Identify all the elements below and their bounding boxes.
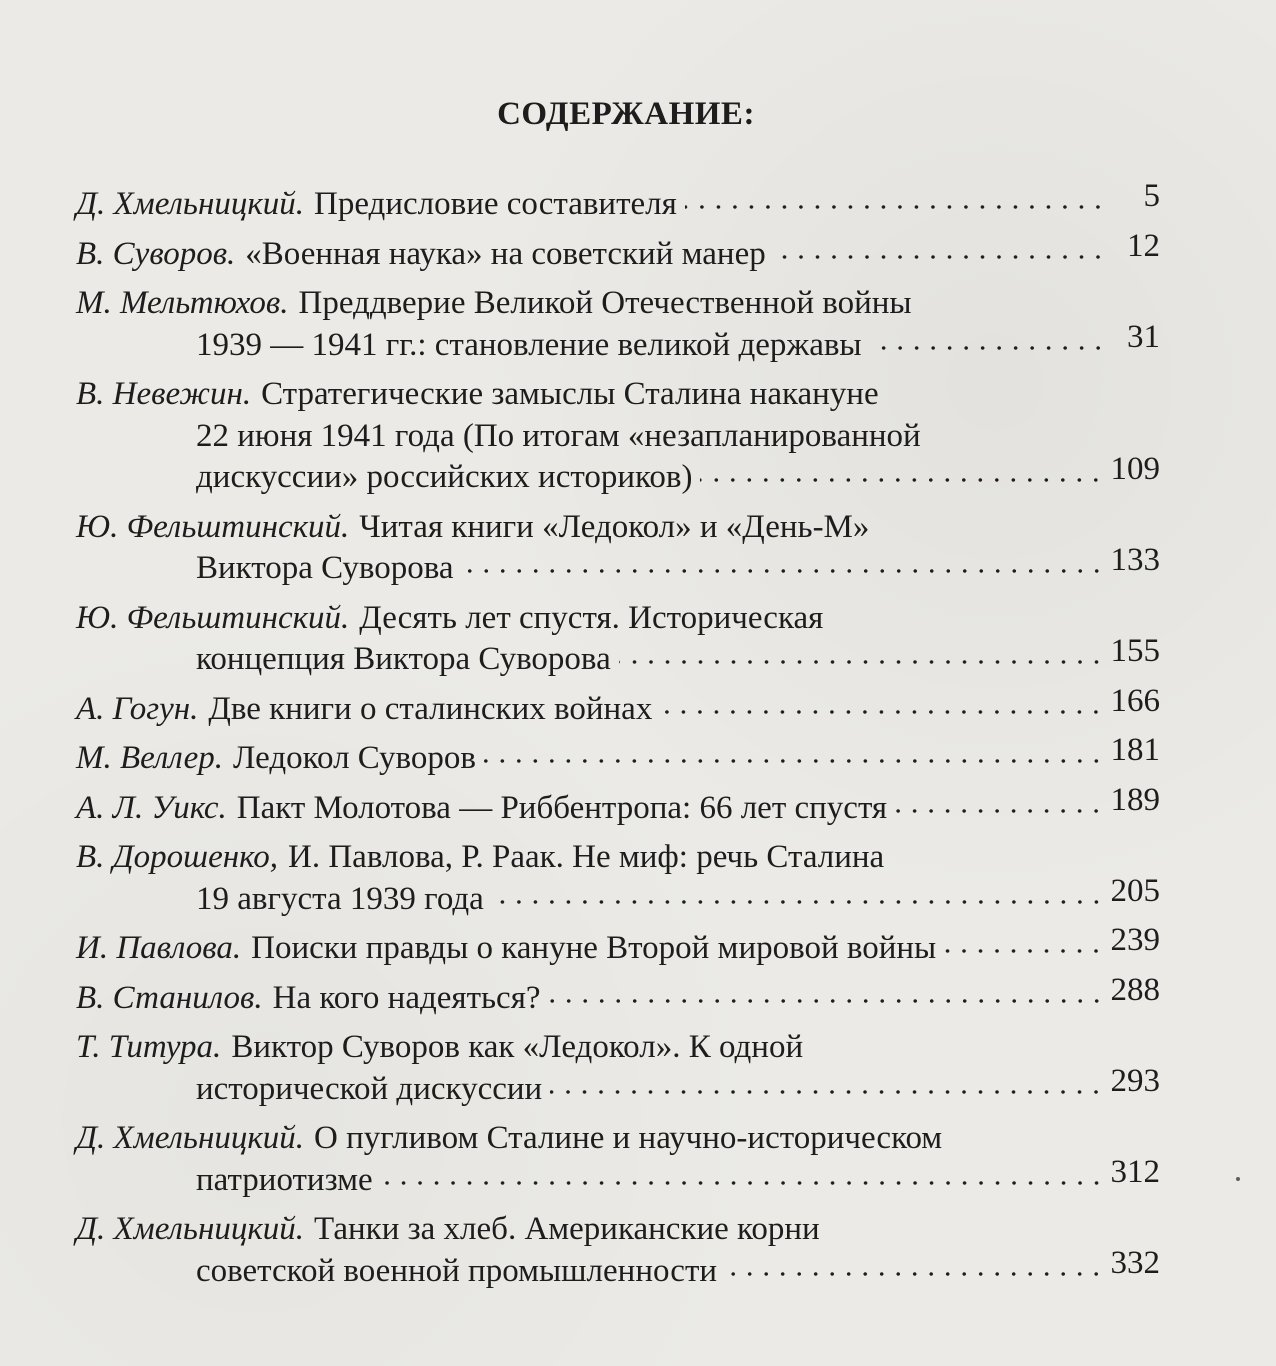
toc-entry: [76, 837, 1160, 920]
toc-line: [76, 922, 1160, 970]
toc-line: [76, 598, 1160, 640]
toc-entry: [76, 682, 1160, 731]
toc-line-continued: [76, 451, 1160, 499]
toc-line-continued: [76, 1244, 1160, 1293]
dot-leader: [700, 477, 1104, 483]
toc-author: В. Невежин.: [76, 376, 252, 412]
toc-title: Ледокол Суворов: [232, 740, 476, 776]
toc-author: Ю. Фельштинский.: [76, 508, 350, 545]
toc-author: Д. Хмельницкий.: [76, 1120, 305, 1156]
toc-line: [76, 1027, 1160, 1069]
toc-entry: [76, 507, 1160, 590]
table-of-contents: [76, 178, 1160, 1300]
dot-leader: [685, 204, 1106, 210]
dot-leader: [870, 345, 1106, 351]
toc-author: Ю. Фельштинский.: [76, 599, 350, 636]
toc-title: Преддверие Великой Отечественной войны: [298, 285, 912, 321]
dot-leader: [492, 899, 1105, 905]
toc-title: исторической дискуссии: [196, 1070, 543, 1107]
toc-title: Десять лет спустя. Историческая: [359, 599, 824, 636]
toc-line: [76, 283, 1160, 325]
dot-leader: [549, 998, 1105, 1004]
page-number: 293: [1110, 1062, 1160, 1099]
toc-title: 22 июня 1941 года (По итогам «незапланированной: [196, 417, 921, 454]
dot-leader: [550, 1089, 1104, 1095]
toc-title: советской военной промышленности: [196, 1252, 718, 1289]
toc-title: Пакт Молотова — Риббентропа: 66 лет спустя: [236, 789, 888, 826]
page-number: 155: [1110, 633, 1160, 669]
toc-entry: [76, 1118, 1160, 1201]
page-number: 133: [1110, 542, 1160, 578]
dot-leader: [895, 808, 1104, 814]
toc-title: Поиски правды о кануне Второй мировой войны: [251, 930, 937, 966]
toc-title: Виктор Суворов как «Ледокол». К одной: [231, 1029, 804, 1065]
toc-author: Т. Титура.: [76, 1029, 222, 1065]
toc-title: «Военная наука» на советский манер: [245, 235, 766, 272]
toc-line: [76, 682, 1160, 731]
toc-entry: [76, 922, 1160, 970]
toc-line-continued: [76, 633, 1160, 681]
toc-line-continued: [76, 1153, 1160, 1202]
toc-line: [76, 971, 1160, 1020]
dot-leader: [462, 568, 1105, 574]
toc-line-continued: [76, 872, 1160, 921]
toc-entry: [76, 178, 1160, 226]
toc-title: Предисловие составителя: [314, 186, 677, 222]
toc-line-continued: [76, 1062, 1160, 1111]
toc-line: [76, 1118, 1160, 1160]
toc-title: Стратегические замыслы Сталина накануне: [261, 376, 879, 412]
toc-title: патриотизме: [196, 1161, 373, 1198]
toc-entry: [76, 1027, 1160, 1110]
toc-author: М. Мельтюхов.: [76, 285, 289, 321]
toc-title: Две книги о сталинских войнах: [208, 690, 653, 727]
toc-title: Читая книги «Ледокол» и «День-М»: [359, 508, 870, 545]
page-number: 166: [1110, 682, 1160, 719]
dot-leader: [725, 1271, 1104, 1277]
toc-author: А. Гогун.: [76, 690, 199, 727]
toc-entry: [76, 971, 1160, 1020]
toc-author: Д. Хмельницкий.: [76, 1211, 305, 1247]
toc-entry: [76, 732, 1160, 780]
page-number: 288: [1110, 971, 1160, 1008]
toc-title: И. Павлова, Р. Раак. Не миф: речь Сталина: [288, 839, 885, 875]
toc-entry: [76, 781, 1160, 830]
toc-author: В. Станилов.: [76, 979, 263, 1016]
toc-title: На кого надеяться?: [272, 979, 541, 1016]
toc-author: М. Веллер.: [76, 740, 223, 776]
toc-line: [76, 374, 1160, 416]
toc-line: [76, 837, 1160, 879]
toc-author: А. Л. Уикс.: [76, 789, 227, 826]
toc-line-continued: [76, 318, 1160, 367]
paper-speck: [1236, 1177, 1240, 1181]
toc-entry: [76, 598, 1160, 681]
page-number: 189: [1110, 781, 1160, 818]
toc-line: [76, 732, 1160, 780]
dot-leader: [774, 254, 1106, 260]
toc-line: [76, 227, 1160, 276]
page-title: СОДЕРЖАНИЕ:: [497, 96, 755, 132]
toc-author: В. Дорошенко,: [76, 839, 279, 875]
toc-author: Д. Хмельницкий.: [76, 186, 305, 222]
toc-title: 1939 — 1941 гг.: становление великой державы: [196, 326, 862, 363]
dot-leader: [660, 709, 1104, 715]
toc-line: [76, 781, 1160, 830]
toc-line: [76, 178, 1160, 226]
toc-entry: [76, 283, 1160, 366]
toc-title: дискуссии» российских историков): [196, 459, 693, 495]
page-number: 109: [1110, 451, 1160, 487]
page-number: 31: [1127, 318, 1160, 355]
toc-entry: [76, 1209, 1160, 1292]
toc-title: концепция Виктора Суворова: [196, 641, 611, 677]
toc-title: 19 августа 1939 года: [196, 880, 484, 917]
toc-author: В. Суворов.: [76, 235, 236, 272]
page-number: 5: [1143, 178, 1160, 214]
page-number: 12: [1127, 227, 1160, 264]
toc-line-continued: [76, 416, 1160, 458]
dot-leader: [381, 1180, 1105, 1186]
page-number: 205: [1110, 872, 1160, 909]
page-number: 312: [1110, 1153, 1160, 1190]
toc-line: [76, 507, 1160, 549]
toc-title: О пугливом Сталине и научно-историческом: [314, 1120, 943, 1156]
dot-leader: [484, 758, 1105, 764]
toc-title: Танки за хлеб. Американские корни: [314, 1211, 820, 1247]
toc-entry: [76, 374, 1160, 499]
toc-entry: [76, 227, 1160, 276]
toc-line-continued: [76, 542, 1160, 590]
toc-title: Виктора Суворова: [196, 550, 454, 586]
page-number: 332: [1110, 1244, 1160, 1281]
toc-line: [76, 1209, 1160, 1251]
toc-author: И. Павлова.: [76, 930, 242, 966]
dot-leader: [944, 948, 1104, 954]
page-number: 239: [1110, 922, 1160, 958]
page-number: 181: [1110, 732, 1160, 768]
dot-leader: [619, 659, 1105, 665]
